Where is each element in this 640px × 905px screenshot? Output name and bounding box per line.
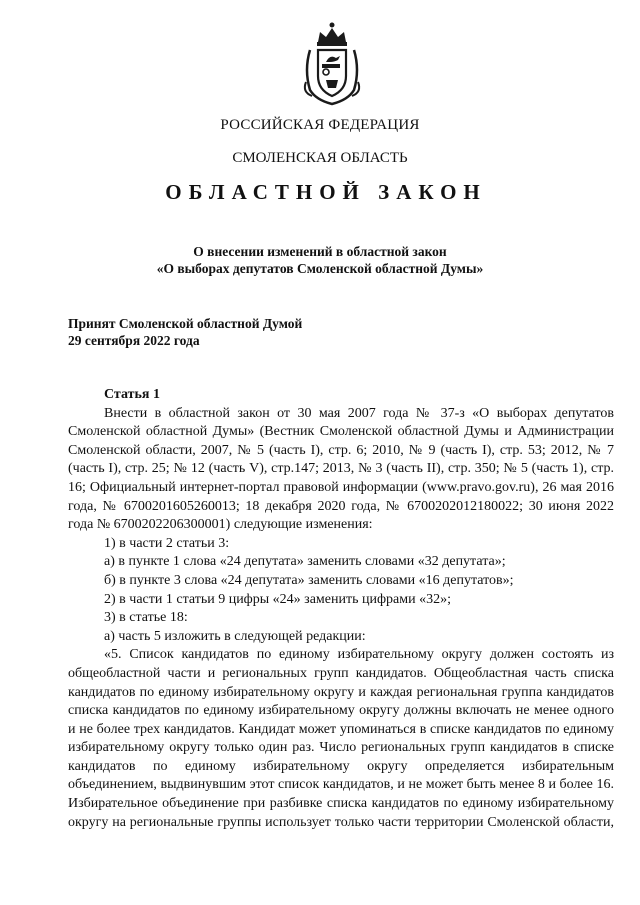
adoption-info xyxy=(68,315,302,349)
amendment-item: 3) в статье 18: xyxy=(104,610,188,626)
amendment-item: 2) в части 1 статьи 9 цифры «24» заменить цифрами «32»; xyxy=(104,591,451,607)
adopted-date: 29 сентября 2022 года xyxy=(68,333,200,348)
quoted-new-wording: «5. Список кандидатов по единому избирательному округу должен состоять из общеобластной части и региональных групп кандидатов. Общеобластная часть списка кандидатов по единому избирательному округу и каждая региональная группа кандидатов списка кандидатов по единому избирательному округу должны включать не менее одного и не более трех кандидатов. Кандидат может упоминаться в списке кандидатов по единому избирательному округу только один раз. Число региональных групп кандидатов в списке кандидатов по единому избирательному округу определяется избирательным объединением, выдвинувшим этот список кандидатов, и не может быть менее 8 и более 16. Избирательное объединение при разбивке списка кандидатов по единому избирательному округу на региональные группы использует только части территории Смоленской области, xyxy=(68,647,614,830)
amendment-item: 1) в части 2 статьи 3: xyxy=(104,535,230,551)
amendment-item: а) часть 5 изложить в следующей редакции: xyxy=(104,628,366,644)
law-subject xyxy=(0,243,640,277)
subject-line-1: О внесении изменений в областной закон xyxy=(193,244,447,259)
adopted-by: Принят Смоленской областной Думой xyxy=(68,316,303,331)
region-title: СМОЛЕНСКАЯ ОБЛАСТЬ xyxy=(232,150,408,166)
article-heading: Статья 1 xyxy=(104,387,160,402)
amendment-item: б) в пункте 3 слова «24 депутата» заменить словами «16 депутатов»; xyxy=(104,572,514,588)
coat-of-arms-emblem xyxy=(296,20,368,106)
document-type-title: ОБЛАСТНОЙ ЗАКОН xyxy=(165,180,487,204)
federation-title: РОССИЙСКАЯ ФЕДЕРАЦИЯ xyxy=(220,117,420,133)
article-body xyxy=(68,386,614,832)
subject-line-2: «О выборах депутатов Смоленской областной Думы» xyxy=(156,261,484,276)
article-intro-paragraph: Внести в областной закон от 30 мая 2007 года № 37-з «О выборах депутатов Смоленской областной Думы» (Вестник Смоленской областной Думы и Администрации Смоленской области, 2007, № 5 (часть I), стр. 6; 2010, № 9 (часть I), стр. 53; 2012, № 7 (часть I), стр. 25; № 12 (часть V), стр.147; 2013, № 3 (часть II), стр. 350; № 5 (часть 1), стр. 16; Официальный интернет-портал правовой информации (www.pravo.gov.ru), 26 мая 2016 года, № 6700201605260013; 18 декабря 2020 года, № 6700202012180022; 30 июня 2022 года № 6700202206300001) следующие изменения: xyxy=(68,405,614,533)
amendment-item: а) в пункте 1 слова «24 депутата» заменить словами «32 депутата»; xyxy=(104,554,506,570)
